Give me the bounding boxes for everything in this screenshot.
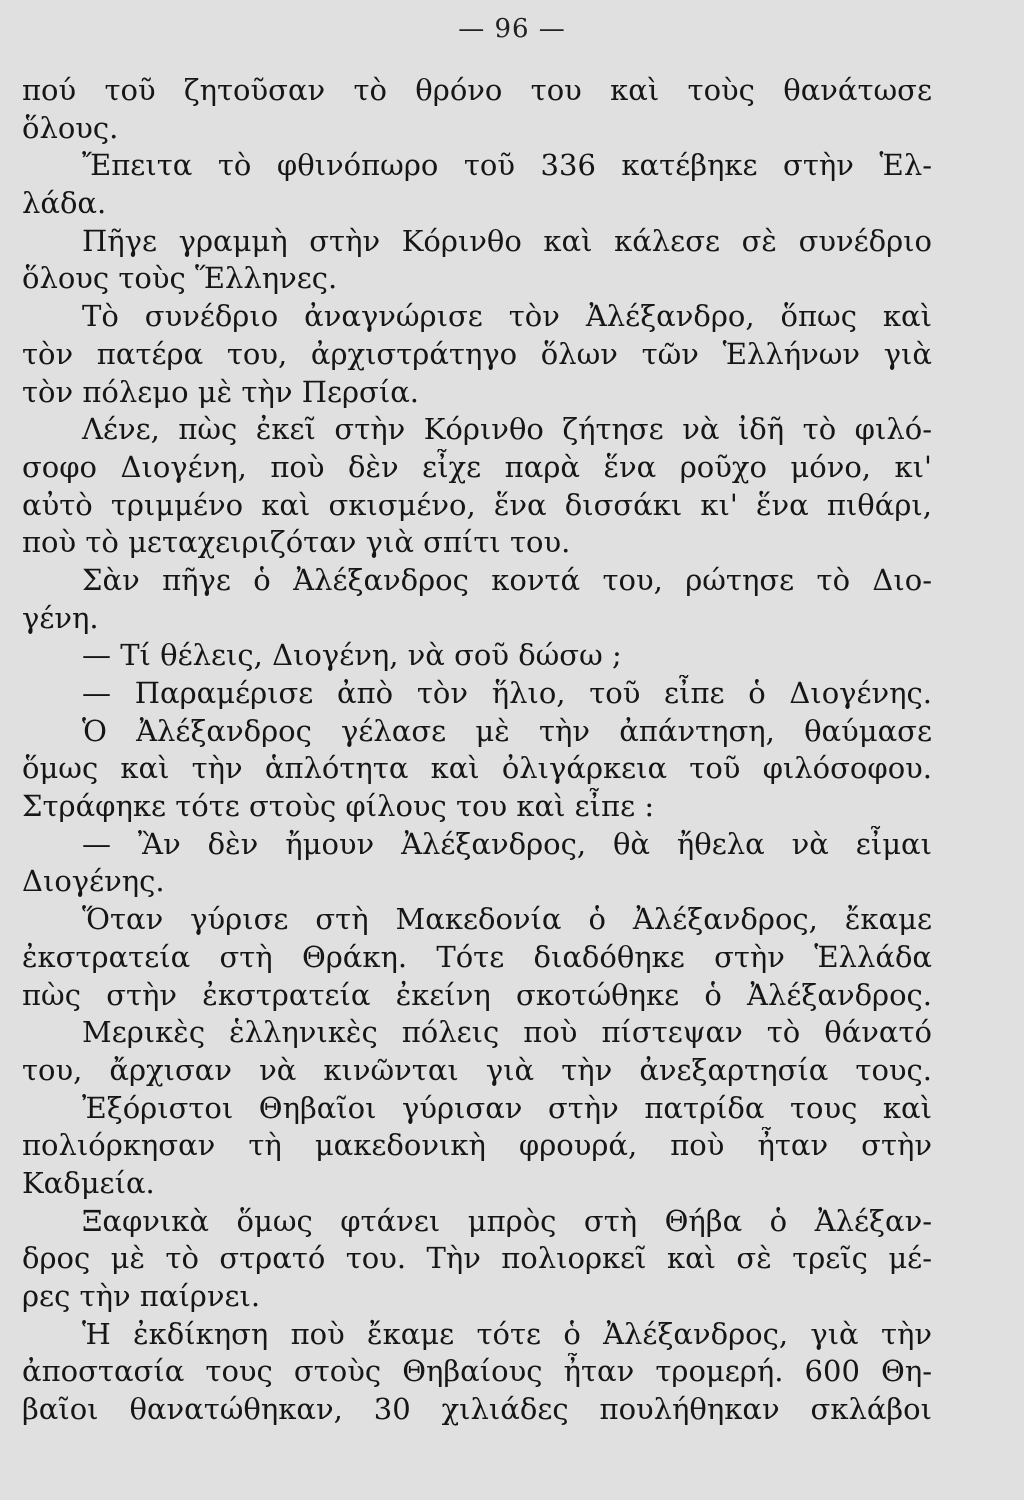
text-line: ποὺ τὸ μεταχειριζόταν γιὰ σπίτι του. xyxy=(22,525,571,560)
text-line: — Παραμέρισε ἀπὸ τὸν ἥλιο, τοῦ εἶπε ὁ Διογένης. xyxy=(82,676,932,710)
text-line: τὸν πόλεμο μὲ τὴν Περσία. xyxy=(22,374,420,409)
text-line: Διογένης. xyxy=(22,864,165,899)
text-line: ἐκστρατεία στὴ Θράκη. Τότε διαδόθηκε στὴν Ἑλλάδα xyxy=(22,939,932,974)
text-line: ἀποστασία τους στοὺς Θηβαίους ἦταν τρομερή. 600 Θη- xyxy=(22,1354,932,1389)
page-number: — 96 — xyxy=(458,14,566,44)
text-line: σοφο Διογένη, ποὺ δὲν εἶχε παρὰ ἕνα ροῦχο μόνο, κι' xyxy=(22,449,932,484)
text-line: Ἔπειτα τὸ φθινόπωρο τοῦ 336 κατέβηκε στὴν Ἑλ- xyxy=(82,148,932,183)
text-line: — Τί θέλεις, Διογένη, νὰ σοῦ δώσω ; xyxy=(82,638,622,673)
text-line: Πῆγε γραμμὴ στὴν Κόρινθο καὶ κάλεσε σὲ συνέδριο xyxy=(82,223,932,258)
text-line: Ξαφνικὰ ὅμως φτάνει μπρὸς στὴ Θήβα ὁ Ἀλέξαν- xyxy=(82,1203,932,1238)
text-line: τὸν πατέρα του, ἀρχιστράτηγο ὅλων τῶν Ἑλλήνων γιὰ xyxy=(22,336,932,371)
text-line: πού τοῦ ζητοῦσαν τὸ θρόνο του καὶ τοὺς θανάτωσε xyxy=(22,73,932,107)
text-line: του, ἄρχισαν νὰ κινῶνται γιὰ τὴν ἀνεξαρτησία τους. xyxy=(22,1052,932,1087)
text-line: Ἡ ἐκδίκηση ποὺ ἔκαμε τότε ὁ Ἀλέξανδρος, γιὰ τὴν xyxy=(82,1316,932,1351)
text-line: Στράφηκε τότε στοὺς φίλους του καὶ εἶπε : xyxy=(22,789,655,824)
text-line: Μερικὲς ἑλληνικὲς πόλεις ποὺ πίστεψαν τὸ θάνατό xyxy=(82,1015,932,1050)
text-line: βαῖοι θανατώθηκαν, 30 χιλιάδες πουλήθηκαν σκλάβοι xyxy=(22,1392,932,1427)
text-line: ρες τὴν παίρνει. xyxy=(22,1279,261,1313)
text-line: δρος μὲ τὸ στρατό του. Τὴν πολιορκεῖ καὶ σὲ τρεῖς μέ- xyxy=(22,1241,932,1276)
text-line: ὅμως καὶ τὴν ἁπλότητα καὶ ὀλιγάρκεια τοῦ φιλόσοφου. xyxy=(22,751,932,786)
text-line: λάδα. xyxy=(22,186,107,221)
text-line: Τὸ συνέδριο ἀναγνώρισε τὸν Ἀλέξανδρο, ὅπως καὶ xyxy=(82,299,932,334)
text-line: Καδμεία. xyxy=(22,1165,155,1200)
text-line: Λένε, πὼς ἐκεῖ στὴν Κόρινθο ζήτησε νὰ ἰδῆ τὸ φιλό- xyxy=(82,412,932,447)
text-line: πὼς στὴν ἐκστρατεία ἐκείνη σκοτώθηκε ὁ Ἀλέξανδρος. xyxy=(22,977,932,1012)
text-line: πολιόρκησαν τὴ μακεδονικὴ φρουρά, ποὺ ἦταν στὴν xyxy=(22,1128,932,1163)
text-line: ὅλους. xyxy=(22,110,119,145)
text-line: Ὅταν γύρισε στὴ Μακεδονία ὁ Ἀλέξανδρος, ἔκαμε xyxy=(82,902,932,937)
text-line: γένη. xyxy=(22,600,99,635)
text-line: Σὰν πῆγε ὁ Ἀλέξανδρος κοντά του, ρώτησε τὸ Διο- xyxy=(82,562,932,597)
text-line: Ἐξόριστοι Θηβαῖοι γύρισαν στὴν πατρίδα τους καὶ xyxy=(82,1090,932,1125)
body-text xyxy=(22,72,932,1429)
text-line: αὐτὸ τριμμένο καὶ σκισμένο, ἕνα δισσάκι κι' ἕνα πιθάρι, xyxy=(22,487,932,522)
text-line: Ὁ Ἀλέξανδρος γέλασε μὲ τὴν ἀπάντηση, θαύμασε xyxy=(82,713,932,748)
text-line: — Ἂν δὲν ἤμουν Ἀλέξανδρος, θὰ ἤθελα νὰ εἶμαι xyxy=(82,826,932,861)
text-line: ὅλους τοὺς Ἕλληνες. xyxy=(22,261,338,296)
